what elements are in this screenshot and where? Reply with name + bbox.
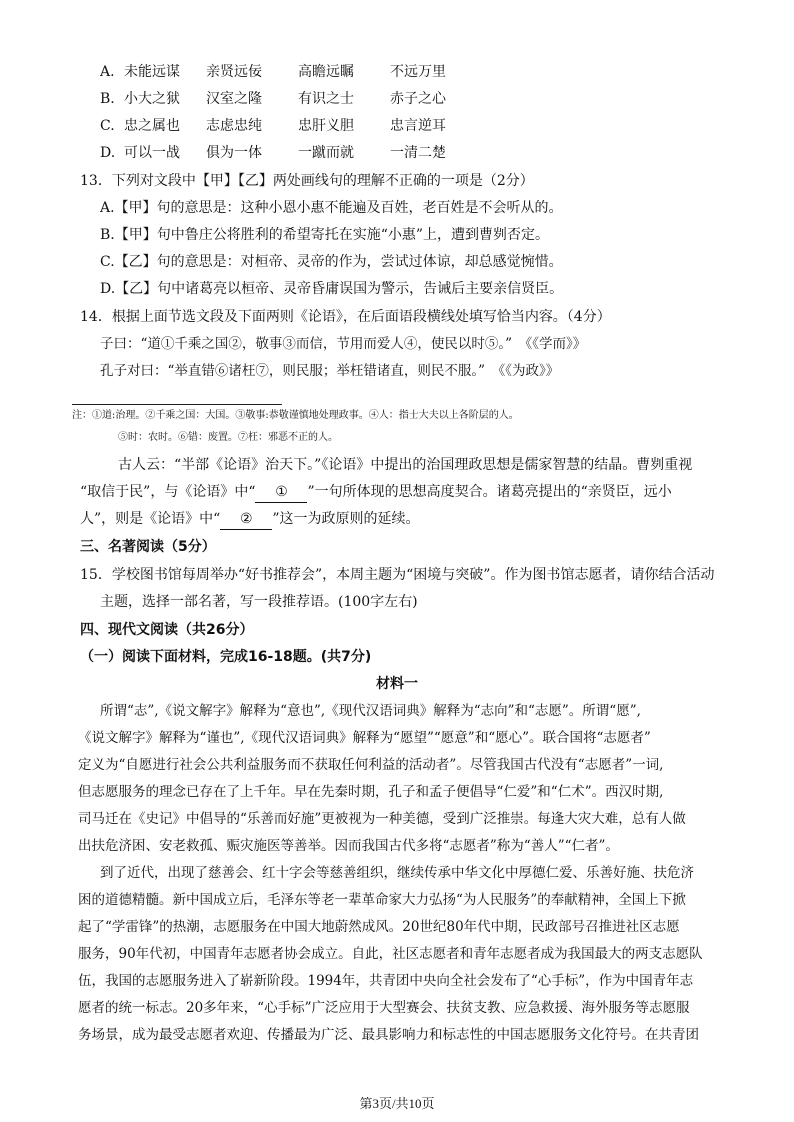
section-4-heading: 四、现代文阅读（共26分） [80, 622, 254, 638]
q12-option-d: D. 可以一战 俱为一体 一蹴而就 一清二楚 [100, 145, 446, 161]
paragraph-line: 到了近代，出现了慈善会、红十字会等慈善组织，继续传承中华文化中厚德仁爱、乐善好施、扶危济 [100, 865, 694, 881]
footnote-line-1: 注：①道:治理。②千乘之国：大国。③敬事:恭敬谨慎地处理政事。④人：指士大夫以上各阶层的人。 [72, 410, 519, 421]
subsection-1-heading: （一）阅读下面材料，完成16-18题。(共7分) [80, 649, 372, 665]
footnote-divider [72, 404, 282, 405]
paragraph-line: 务场景，成为最受志愿者欢迎、传播最为广泛、最具影响力和标志性的中国志愿服务文化符号。在共青团 [78, 1027, 699, 1043]
q14-paragraph-line-2: “取信于民”，与《论语》中“ ① ”一句所体现的思想高度契合。诸葛亮提出的“亲贤臣，远小 [80, 482, 672, 503]
paragraph-line: 《说文解字》解释为“谨也”,《现代汉语词典》解释为“愿望”“愿意”和“愿心”。联合国将“志愿者” [78, 730, 651, 746]
paragraph-line: 愿者的统一标志。20多年来，“心手标”广泛应用于大型赛会、扶贫支教、应急救援、海外服务等志愿服 [78, 1000, 690, 1016]
q14-stem: 14．根据上面节选文段及下面两则《论语》，在后面语段横线处填写恰当内容。（4分） [80, 309, 611, 325]
paragraph-line: 所谓“志”,《说文解字》解释为“意也”,《现代汉语词典》解释为“志向”和“志愿”。所谓“愿”, [100, 703, 641, 719]
q12-option-a: A. 未能远谋 亲贤远佞 高瞻远瞩 不远万里 [100, 64, 446, 80]
page-number: 第3页/共10页 [359, 1096, 435, 1111]
fill-blank-2[interactable]: ② [220, 509, 272, 530]
fill-blank-1[interactable]: ① [255, 482, 307, 503]
material-1-title: 材料一 [376, 676, 418, 692]
q14-quote-weizheng: 孔子对曰：“举直错⑥诸枉⑦，则民服；举枉错诸直，则民不服。” 《《为政》》 [100, 363, 560, 379]
paragraph-line: 但志愿服务的理念已存在了上千年。早在先秦时期，孔子和孟子便倡导“仁爱”和“仁术”。西汉时期, [78, 784, 664, 800]
q14-quote-xueer: 子曰：“道①千乘之国②，敬事③而信，节用而爱人④，使民以时⑤。” 《《学而》》 [100, 336, 587, 352]
q12-option-b: B. 小大之狱 汉室之隆 有识之士 赤子之心 [100, 91, 446, 107]
q13-option-d: D.【乙】句中诸葛亮以桓帝、灵帝昏庸误国为警示，告诫后主要亲信贤臣。 [100, 281, 564, 297]
q15-line-1: 15．学校图书馆每周举办“好书推荐会”，本周主题为“困境与突破”。作为图书馆志愿者，请你结合活动 [80, 567, 715, 583]
paragraph-line: 困的道德精髓。新中国成立后，毛泽东等老一辈革命家大力弘扬“为人民服务”的奉献精神，全国上下掀 [78, 892, 686, 908]
paragraph-line: 服务，90年代初，中国青年志愿者协会成立。自此，社区志愿者和青年志愿者成为我国最大的两支志愿队 [78, 946, 703, 962]
q13-option-b: B.【甲】句中鲁庄公将胜利的希望寄托在实施“小惠”上，遭到曹刿否定。 [100, 227, 550, 243]
q13-stem: 13．下列对文段中【甲】【乙】两处画线句的理解不正确的一项是（2分） [80, 173, 534, 189]
paragraph-line: 伍，我国的志愿服务进入了崭新阶段。1994年，共青团中央向全社会发布了“心手标”，作为中国青年志 [78, 973, 694, 989]
paragraph-line: 司马迁在《史记》中倡导的“乐善而好施”更被视为一种美德，受到广泛推崇。每逢大灾大难，总有人做 [78, 811, 686, 827]
q13-option-c: C.【乙】句的意思是：对桓帝、灵帝的作为，尝试过体谅，却总感觉惋惜。 [100, 254, 563, 270]
q12-option-c: C. 忠之属也 志虑忠纯 忠肝义胆 忠言逆耳 [100, 118, 446, 134]
q14-paragraph-line-1: 古人云：“半部《论语》治天下。”《论语》中提出的治国理政思想是儒家智慧的结晶。曹刿重视 [118, 457, 693, 473]
q13-option-a: A.【甲】句的意思是：这种小恩小惠不能遍及百姓，老百姓是不会听从的。 [100, 200, 563, 216]
footnote-line-2: ⑤时：农时。⑥错：废置。⑦枉：邪恶不正的人。 [118, 432, 338, 443]
section-3-heading: 三、名著阅读（5分） [80, 539, 216, 555]
paragraph-line: 出扶危济困、安老救孤、赈灾施医等善举。因而我国古代多将“志愿者”称为“善人”“仁者”。 [78, 838, 619, 854]
q15-line-2: 主题，选择一部名著，写一段推荐语。(100字左右) [100, 594, 418, 610]
paragraph-line: 起了“学雷锋”的热潮，志愿服务在中国大地蔚然成风。20世纪80年代中期，民政部号召推进社区志愿 [78, 919, 680, 935]
paragraph-line: 定义为“自愿进行社会公共利益服务而不获取任何利益的活动者”。尽管我国古代没有“志愿者”一词, [78, 757, 664, 773]
q14-paragraph-line-3: 人”，则是《论语》中“ ② ”这一为政原则的延续。 [80, 509, 420, 530]
